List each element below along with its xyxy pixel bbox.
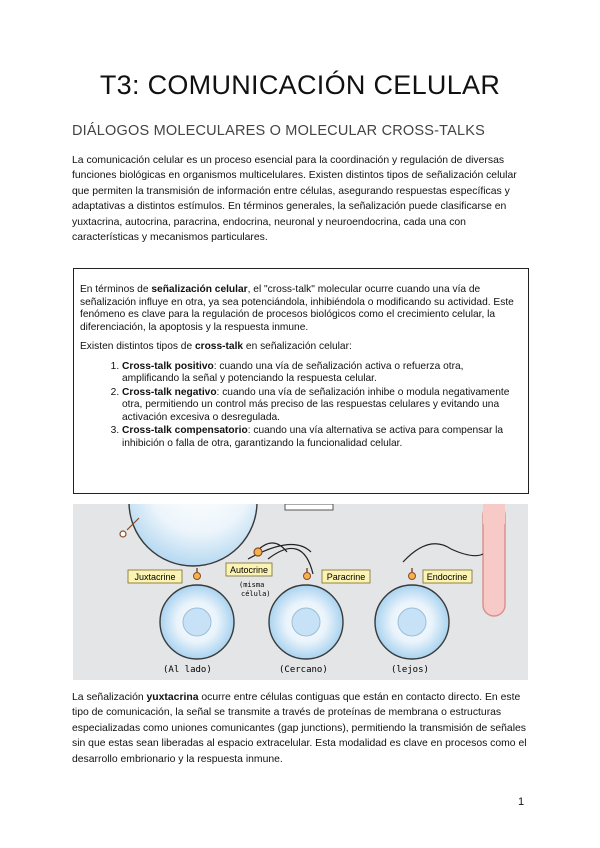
label-paracrine: Paracrine — [326, 572, 366, 582]
handwritten-cell-3: (lejos) — [391, 665, 429, 675]
cross-talk-box — [73, 268, 529, 494]
nucleus — [292, 608, 320, 636]
receptor-icon — [304, 573, 311, 580]
label-autocrine: Autocrine — [229, 565, 269, 575]
list-item: 1. Cross-talk positivo: cuando una vía de señalización activa o refuerza otra, amplificando la señal y potenciando la respuesta celular. — [122, 361, 518, 386]
box-paragraph-2: Existen distintos tipos de cross-talk en señalización celular: — [80, 341, 352, 352]
section-subtitle: DIÁLOGOS MOLECULARES O MOLECULAR CROSS-TALKS — [72, 123, 486, 139]
receptor-icon — [194, 573, 201, 580]
signaling-diagram — [73, 504, 528, 680]
page-number: 1 — [518, 796, 525, 808]
cross-talk-list — [80, 361, 518, 451]
handwritten-cell-2: (Cercano) — [279, 665, 328, 675]
blood-vessel-top — [483, 504, 505, 524]
box-paragraph-1: En términos de señalización celular, el "cross-talk" molecular ocurre cuando una vía de señalización influye en otra, ya sea potenciándola, inhibiéndola o modificando su actividad. Este fenómeno es clave para la regulación de procesos biológicos como el crecimiento celular, la diferenciación, la apoptosis y la respuesta inmune. — [80, 284, 514, 333]
handwritten-note-1: (misma — [239, 581, 265, 589]
label-endocrine: Endocrine — [426, 572, 468, 582]
ligand-dot-icon — [120, 531, 126, 537]
handwritten-cell-1: (Al lado) — [163, 665, 212, 675]
list-item: 2. Cross-talk negativo: cuando una vía de señalización inhibe o modula negativamente otra, permitiendo un control más preciso de las respuestas celulares y evitando una activación excesiva o desregulada. — [122, 387, 518, 425]
list-item: 3. Cross-talk compensatorio: cuando una vía alternativa se activa para compensar la inhibición o falla de otra, garantizando la funcionalidad celular. — [122, 425, 518, 450]
receptor-icon — [409, 573, 416, 580]
nucleus — [183, 608, 211, 636]
signaling-figure — [73, 504, 528, 680]
nucleus — [398, 608, 426, 636]
receptor-icon — [254, 548, 262, 556]
intro-paragraph: La comunicación celular es un proceso esencial para la coordinación y regulación de diversas funciones biológicas en organismos multicelulares. Existen distintos tipos de señalización celular que permiten la transmisión de información entre células, asegurando respuestas específicas y adaptativas a distintos estímulos. En términos generales, la señalización puede clasificarse en yuxtacrina, autocrina, paracrina, endocrina, neuronal y neuroendocrina, cada una con características y mecanismos particulares. — [72, 155, 517, 244]
outro-paragraph: La señalización yuxtacrina ocurre entre células contiguas que están en contacto directo. En este tipo de comunicación, la señal se transmite a través de proteínas de membrana o estructuras especializadas como uniones comunicantes (gap junctions), permitiendo la transmisión de señales sin que estas sean liberadas al espacio extracelular. Esta modalidad es clave en procesos como el desarrollo embrionario y la respuesta inmune. — [72, 692, 527, 765]
handwritten-note-2: célula) — [241, 590, 271, 598]
label-juxtacrine: Juxtacrine — [134, 572, 176, 582]
top-box — [285, 504, 333, 510]
page-title: T3: COMUNICACIÓN CELULAR — [99, 70, 501, 100]
